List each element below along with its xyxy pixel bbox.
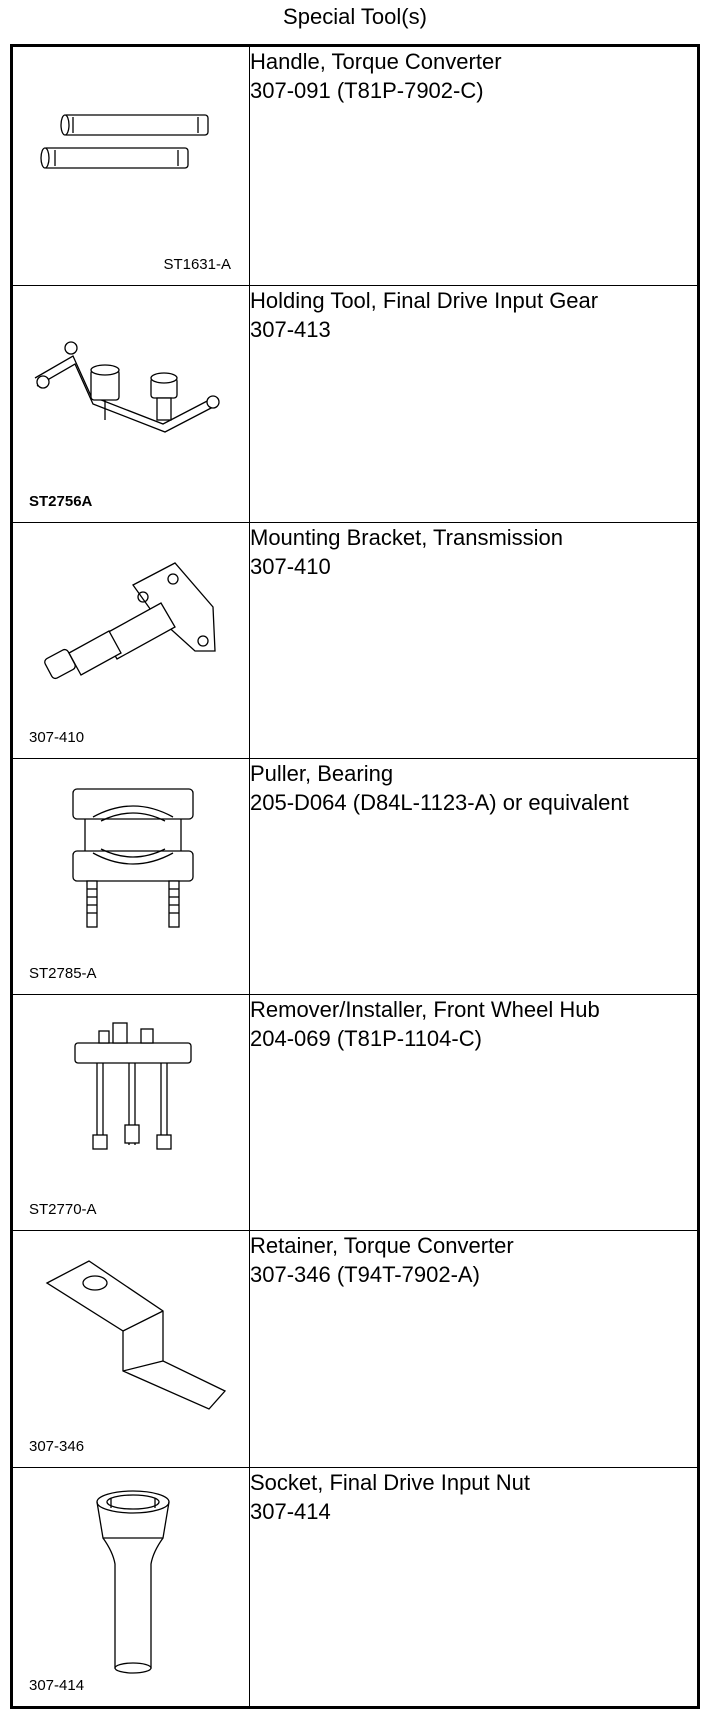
- tool-description-cell: [250, 1231, 699, 1467]
- table-row: [12, 1231, 699, 1467]
- tool-image-cell: [12, 1467, 250, 1707]
- tool-number: 307-414: [250, 1498, 331, 1524]
- tool-description-cell: [250, 1467, 699, 1707]
- tool-description-cell: [250, 286, 699, 522]
- tool-name: Puller, Bearing: [250, 760, 394, 786]
- tool-code: 307-346: [29, 1437, 85, 1455]
- retainer-icon: [13, 1231, 249, 1467]
- tool-code: 307-410: [29, 728, 85, 746]
- tool-number: 204-069 (T81P-1104-C): [250, 1026, 482, 1052]
- table-row: [12, 995, 699, 1231]
- tool-image-cell: [12, 1231, 250, 1467]
- tool-number: 307-410: [250, 553, 331, 579]
- table-row: [12, 522, 699, 758]
- tool-image-cell: [12, 758, 250, 994]
- tool-image-cell: [12, 522, 250, 758]
- tool-description-cell: [250, 995, 699, 1231]
- tool-number: 307-091 (T81P-7902-C): [250, 78, 484, 103]
- page-title: Special Tool(s): [283, 4, 427, 29]
- tool-image-cell: [12, 995, 250, 1231]
- tool-name: Mounting Bracket, Transmission: [250, 524, 564, 550]
- tool-code: 307-414: [29, 1677, 85, 1694]
- tool-name: Holding Tool, Final Drive Input Gear: [250, 288, 599, 314]
- mounting-bracket-icon: [13, 523, 249, 759]
- holding-tool-icon: [13, 286, 249, 522]
- tool-image-cell: [12, 286, 250, 522]
- tool-code: ST2756A: [29, 492, 93, 510]
- table-row: [12, 758, 699, 994]
- tool-name: Handle, Torque Converter: [250, 49, 502, 74]
- tool-number: 205-D064 (D84L-1123-A) or equivalent: [250, 789, 629, 815]
- tool-description-cell: [250, 46, 699, 286]
- table-row: [12, 46, 699, 286]
- tool-number: 307-346 (T94T-7902-A): [250, 1262, 480, 1288]
- tool-description-cell: [250, 758, 699, 994]
- tool-number: 307-413: [250, 317, 331, 343]
- table-row: [12, 1467, 699, 1707]
- tool-name: Socket, Final Drive Input Nut: [250, 1469, 531, 1495]
- bearing-puller-icon: [13, 759, 249, 995]
- hub-remover-icon: [13, 995, 249, 1231]
- handle-icon: [13, 47, 249, 283]
- table-row: [12, 286, 699, 522]
- tool-name: Remover/Installer, Front Wheel Hub: [250, 997, 600, 1023]
- tool-image-cell: [12, 46, 250, 286]
- socket-icon: [13, 1468, 249, 1704]
- tool-code: ST2785-A: [29, 965, 97, 983]
- tool-description-cell: [250, 522, 699, 758]
- special-tools-table: [10, 44, 700, 1709]
- tool-code: ST2770-A: [29, 1201, 97, 1219]
- tool-name: Retainer, Torque Converter: [250, 1233, 514, 1259]
- tool-code: ST1631-A: [163, 256, 231, 274]
